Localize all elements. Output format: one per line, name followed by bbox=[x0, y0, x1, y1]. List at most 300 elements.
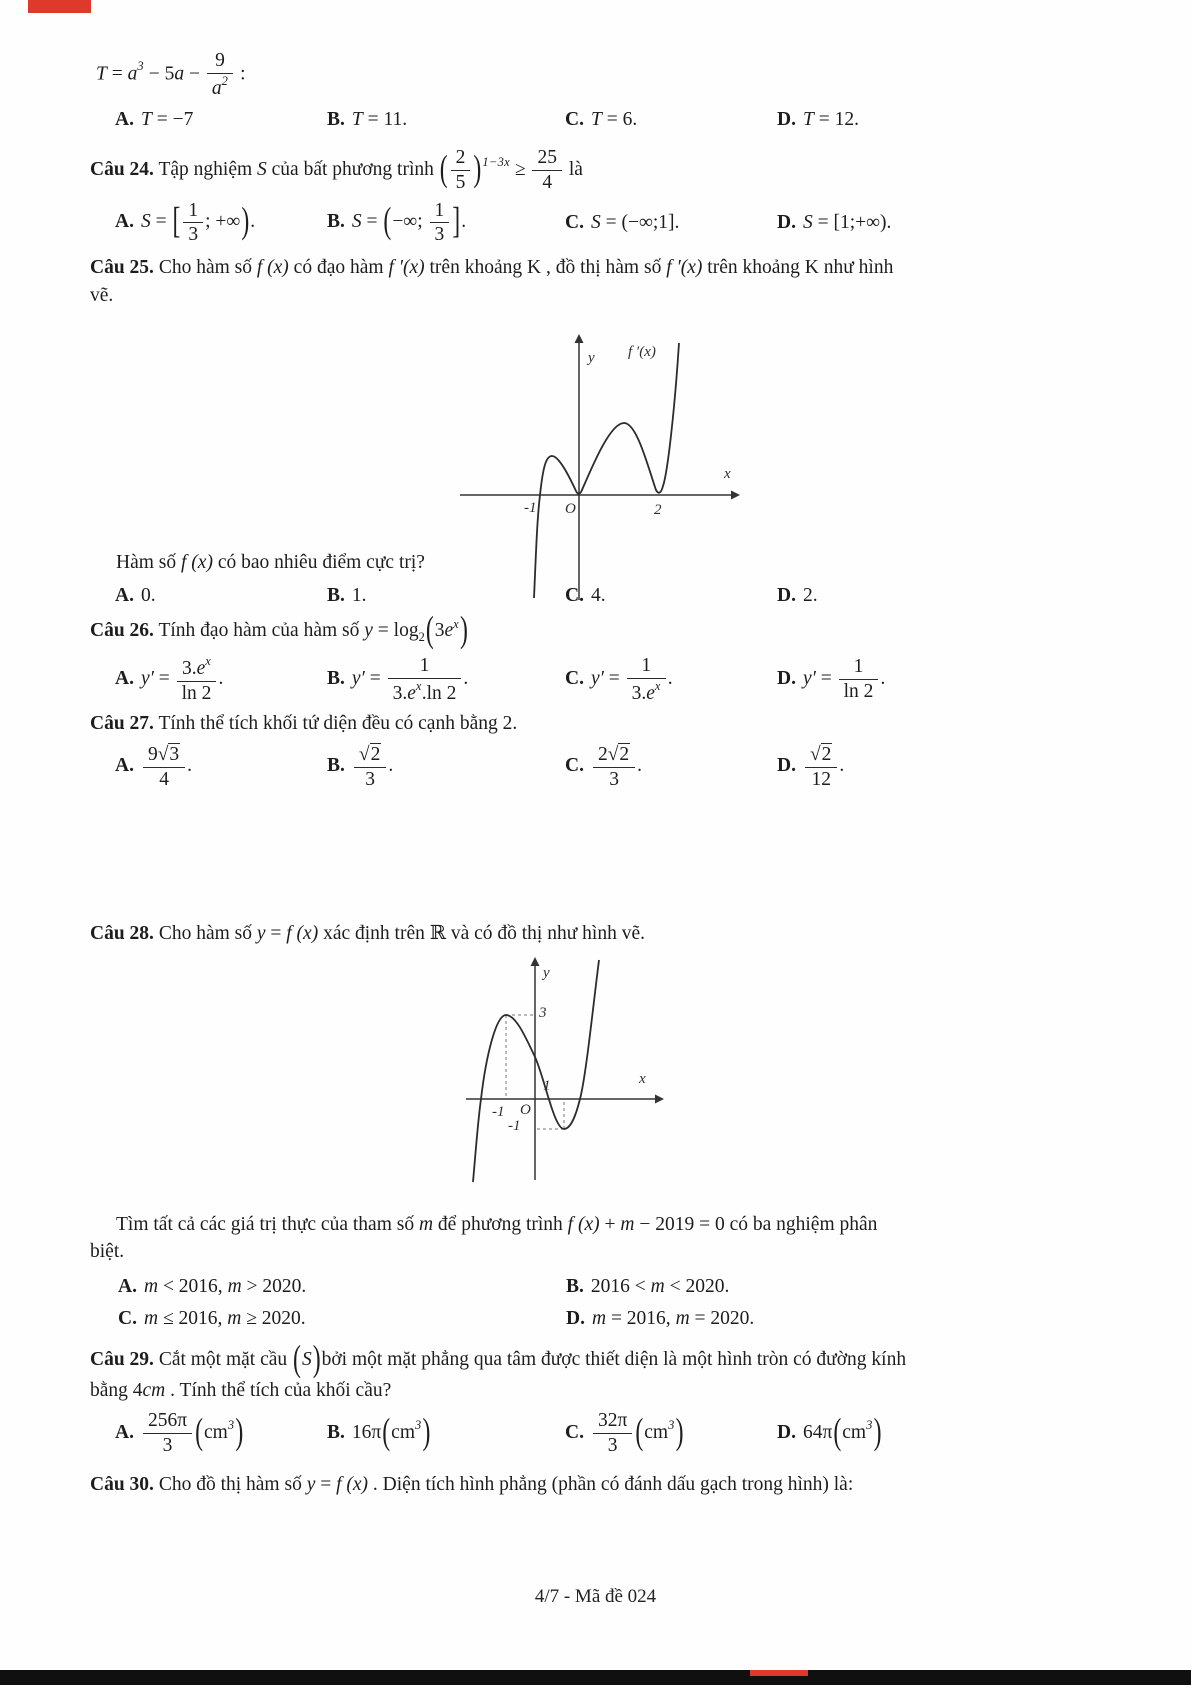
question-30-title bbox=[90, 1471, 1111, 1498]
text-run: = bbox=[364, 668, 386, 690]
fraction-denominator: ln 2 bbox=[181, 682, 212, 704]
math-run: S bbox=[802, 212, 813, 234]
text-run: . bbox=[637, 755, 643, 777]
option-value bbox=[141, 743, 193, 790]
math-run: e bbox=[196, 657, 206, 679]
fraction bbox=[625, 655, 668, 705]
fraction-numerator: 1 bbox=[839, 656, 879, 680]
text-run: .ln 2 bbox=[421, 682, 457, 704]
option-label: A. bbox=[115, 755, 134, 777]
text-run: Cho đồ thị hàm số bbox=[153, 1474, 307, 1496]
text-run: Cho hàm số bbox=[153, 923, 257, 945]
text-run: 2016 < bbox=[590, 1276, 651, 1298]
big-delimiter: ( bbox=[382, 1412, 391, 1453]
text-run: > 2020. bbox=[241, 1276, 307, 1298]
fraction bbox=[530, 147, 564, 194]
option-d bbox=[566, 1305, 1111, 1332]
option-label: C. bbox=[118, 1307, 137, 1329]
text-run: Tập nghiệm bbox=[153, 158, 258, 180]
option-label: B. bbox=[327, 585, 345, 607]
fraction-numerator bbox=[805, 744, 837, 768]
text-run: − 2019 = 0 có ba nghiệm phân bbox=[634, 1213, 878, 1235]
x-tick-neg1: -1 bbox=[524, 499, 537, 516]
big-delimiter: ) bbox=[675, 1412, 684, 1453]
text-run: = bbox=[153, 668, 175, 690]
math-run: m bbox=[227, 1307, 242, 1329]
fraction bbox=[181, 200, 205, 247]
superscript: 3 bbox=[866, 1418, 873, 1433]
option-value bbox=[141, 109, 193, 130]
fraction-denominator bbox=[627, 679, 666, 705]
option-value bbox=[144, 1308, 306, 1329]
fraction bbox=[449, 147, 473, 194]
text-run: ; +∞ bbox=[205, 211, 241, 233]
radicand: 3 bbox=[169, 743, 180, 765]
question-28-title bbox=[90, 920, 1111, 947]
option-value bbox=[351, 654, 469, 704]
option-value bbox=[141, 585, 156, 606]
text-run: . bbox=[187, 755, 193, 777]
page-footer: 4/7 - Mã đề 024 bbox=[534, 1586, 657, 1607]
text-run: cm bbox=[204, 1422, 228, 1444]
text-run: = bbox=[315, 1474, 337, 1496]
text-run: Hàm số bbox=[116, 551, 181, 573]
text-run: = bbox=[106, 63, 128, 85]
math-run: y′ bbox=[140, 668, 154, 690]
x-tick-2: 2 bbox=[654, 501, 662, 518]
text-run: cm bbox=[391, 1422, 415, 1444]
subscript: 2 bbox=[418, 629, 425, 644]
option-b bbox=[327, 1412, 565, 1453]
text-run: xác định trên ℝ và có đồ thị như hình vẽ. bbox=[318, 923, 645, 945]
math-run: f (x) bbox=[286, 923, 319, 945]
bold-run: Câu 25. bbox=[90, 257, 154, 279]
option-b bbox=[566, 1273, 1111, 1300]
radical bbox=[608, 743, 630, 765]
y-axis-arrow bbox=[531, 957, 540, 966]
option-b bbox=[327, 744, 565, 791]
math-run: T bbox=[802, 108, 814, 130]
option-label: B. bbox=[327, 755, 345, 777]
math-run: S bbox=[301, 1348, 312, 1370]
text-run: 0. bbox=[140, 585, 156, 607]
option-value bbox=[802, 656, 886, 703]
text-run: Cắt một mặt cầu bbox=[153, 1348, 293, 1370]
y-tick-neg1: -1 bbox=[508, 1117, 521, 1134]
fraction-denominator: 3 bbox=[188, 224, 199, 246]
big-delimiter: [ bbox=[172, 201, 181, 243]
radical-sign: √ bbox=[607, 743, 619, 765]
bold-run: Câu 27. bbox=[90, 713, 154, 735]
fraction-denominator: ln 2 bbox=[843, 681, 874, 703]
big-delimiter: ) bbox=[235, 1412, 244, 1453]
radicand: 2 bbox=[821, 743, 832, 765]
option-value bbox=[803, 743, 845, 790]
text-run: . bbox=[880, 668, 886, 690]
fraction bbox=[837, 656, 881, 703]
fraction-denominator: 4 bbox=[159, 768, 169, 790]
fraction-denominator: 3 bbox=[162, 1435, 173, 1457]
text-run: 3 bbox=[434, 620, 445, 642]
fraction-numerator: 2 bbox=[451, 147, 471, 171]
option-label: A. bbox=[115, 585, 134, 607]
option-label: C. bbox=[565, 585, 584, 607]
math-run: m bbox=[591, 1307, 607, 1329]
fraction-denominator: 3 bbox=[434, 224, 445, 246]
text-run: của bất phương trình bbox=[266, 158, 439, 180]
math-run: S bbox=[351, 211, 362, 233]
math-run: T bbox=[590, 108, 602, 130]
option-d bbox=[777, 209, 1111, 236]
math-run: y bbox=[364, 620, 373, 642]
option-d bbox=[777, 656, 1111, 703]
text-run: = [1;+∞). bbox=[812, 212, 892, 234]
text-run: < 2016, bbox=[158, 1276, 228, 1298]
bold-run: Câu 28. bbox=[90, 923, 154, 945]
math-run: T bbox=[351, 108, 363, 130]
option-label: A. bbox=[115, 108, 134, 130]
math-run: m bbox=[143, 1276, 159, 1298]
option-label: D. bbox=[777, 212, 796, 234]
bold-run: Câu 24. bbox=[90, 158, 154, 180]
option-b bbox=[327, 200, 565, 247]
option-value bbox=[352, 743, 394, 790]
math-run: cm bbox=[142, 1380, 166, 1402]
superscript: 3 bbox=[137, 59, 144, 74]
origin-label: O bbox=[565, 500, 576, 517]
option-label: C. bbox=[565, 108, 584, 130]
text-run: < 2020. bbox=[664, 1276, 730, 1298]
math-run: m bbox=[650, 1276, 665, 1298]
fraction-numerator: 32π bbox=[593, 1410, 632, 1434]
fraction bbox=[386, 655, 464, 705]
question-25-title-line1 bbox=[90, 254, 1111, 281]
math-run: T bbox=[140, 108, 152, 130]
text-run: 4. bbox=[590, 585, 606, 607]
option-value bbox=[352, 109, 407, 130]
fraction-numerator bbox=[593, 744, 635, 768]
text-run: 2 bbox=[597, 743, 608, 765]
math-run: y bbox=[256, 923, 266, 945]
option-label: B. bbox=[327, 108, 345, 130]
text-run: − bbox=[184, 63, 205, 85]
radical bbox=[359, 743, 381, 765]
question-27-options bbox=[90, 744, 1111, 791]
big-delimiter: ) bbox=[473, 149, 482, 190]
math-run: S bbox=[590, 212, 601, 234]
option-d bbox=[777, 744, 1111, 791]
option-label: C. bbox=[565, 212, 584, 234]
fraction-denominator: 3 bbox=[607, 1435, 618, 1457]
option-label: A. bbox=[115, 1422, 134, 1444]
curve-label-f-prime: f ′(x) bbox=[628, 343, 656, 360]
option-label: B. bbox=[566, 1276, 584, 1298]
text-run: là bbox=[563, 158, 583, 180]
math-run: m bbox=[620, 1213, 635, 1235]
superscript: x bbox=[205, 653, 212, 668]
math-run: S bbox=[140, 211, 151, 233]
x-axis-arrow bbox=[655, 1094, 664, 1103]
option-label: C. bbox=[565, 668, 584, 690]
big-delimiter: ( bbox=[293, 1339, 301, 1380]
big-delimiter: ) bbox=[312, 1339, 321, 1380]
fraction-denominator: 12 bbox=[811, 768, 831, 790]
text-run: Tính thể tích khối tứ diện đều có cạnh bằng 2. bbox=[153, 713, 518, 735]
math-run: m bbox=[418, 1213, 434, 1235]
superscript: x bbox=[654, 678, 661, 693]
fraction-numerator: 256π bbox=[143, 1410, 192, 1434]
text-run: cm bbox=[644, 1422, 669, 1444]
text-run: . bbox=[461, 211, 467, 233]
question-28-prompt-line1 bbox=[116, 1211, 1111, 1238]
big-delimiter: ( bbox=[195, 1412, 203, 1453]
option-value bbox=[591, 743, 643, 790]
question-28-prompt-line2 bbox=[90, 1238, 1111, 1265]
text-run: . Tính thể tích của khối cầu? bbox=[165, 1380, 392, 1402]
text-run: Tính đạo hàm của hàm số bbox=[153, 620, 365, 642]
fraction-numerator: 25 bbox=[532, 147, 562, 171]
fraction-numerator: 1 bbox=[183, 200, 203, 224]
bold-run: Câu 26. bbox=[90, 620, 154, 642]
big-delimiter: ) bbox=[422, 1412, 431, 1453]
text-run: . bbox=[839, 755, 845, 777]
option-a bbox=[118, 1273, 566, 1300]
option-label: A. bbox=[118, 1276, 137, 1298]
text-run: 3. bbox=[181, 657, 197, 679]
fraction bbox=[205, 50, 235, 100]
fraction-denominator: 3 bbox=[365, 768, 375, 790]
text-run: 9 bbox=[147, 743, 158, 765]
bold-run: Câu 29. bbox=[90, 1348, 154, 1370]
fraction-numerator: 1 bbox=[430, 200, 450, 224]
fraction bbox=[803, 744, 839, 791]
text-run: = 12. bbox=[813, 108, 859, 130]
option-c bbox=[565, 209, 777, 236]
superscript: x bbox=[453, 616, 459, 631]
option-value bbox=[802, 1412, 883, 1453]
text-run: : bbox=[235, 63, 246, 85]
text-run: = 11. bbox=[362, 108, 408, 130]
x-axis-arrow bbox=[731, 490, 740, 499]
option-c bbox=[565, 655, 777, 705]
radical-sign: √ bbox=[358, 743, 370, 765]
radical bbox=[158, 743, 180, 765]
math-run: y′ bbox=[802, 668, 816, 690]
text-run: ≥ bbox=[509, 158, 531, 180]
text-run: Tìm tất cả các giá trị thực của tham số bbox=[116, 1213, 419, 1235]
text-run: bởi một mặt phẳng qua tâm được thiết diện là một hình tròn có đường kính bbox=[321, 1348, 907, 1370]
option-d bbox=[777, 582, 1111, 609]
math-run: y′ bbox=[590, 668, 604, 690]
text-run: . bbox=[250, 211, 256, 233]
math-run: m bbox=[143, 1307, 159, 1329]
text-run: + bbox=[599, 1213, 621, 1235]
text-run: = log bbox=[372, 620, 419, 642]
fraction-numerator bbox=[143, 744, 185, 768]
text-run: trên khoảng K , đồ thị hàm số bbox=[424, 257, 667, 279]
option-label: D. bbox=[777, 668, 796, 690]
graph-f bbox=[458, 952, 683, 1187]
radicand: 2 bbox=[619, 743, 630, 765]
option-value bbox=[144, 1276, 306, 1297]
math-run: S bbox=[257, 158, 267, 180]
text-run: ≥ 2020. bbox=[241, 1307, 306, 1329]
option-label: B. bbox=[327, 668, 345, 690]
option-a bbox=[115, 200, 327, 247]
text-run: 16π bbox=[351, 1422, 382, 1444]
option-label: D. bbox=[777, 108, 796, 130]
question-23-expression bbox=[96, 50, 1111, 100]
option-b bbox=[327, 106, 565, 133]
math-run: f ′(x) bbox=[388, 257, 425, 279]
question-24-options bbox=[90, 200, 1111, 247]
text-run: trên khoảng K như hình bbox=[702, 257, 894, 279]
option-c bbox=[565, 744, 777, 791]
text-run: −∞; bbox=[392, 211, 428, 233]
option-a bbox=[115, 582, 327, 609]
option-b bbox=[327, 655, 565, 705]
text-run: = (−∞;1]. bbox=[600, 212, 680, 234]
question-26-options bbox=[90, 655, 1111, 705]
math-run: a bbox=[211, 77, 222, 99]
option-value bbox=[803, 212, 891, 233]
big-delimiter: ( bbox=[425, 610, 434, 652]
fraction-denominator: 4 bbox=[542, 171, 553, 193]
math-run: f (x) bbox=[567, 1213, 600, 1235]
math-run: a bbox=[127, 63, 138, 85]
question-29-title-line2 bbox=[90, 1377, 1111, 1404]
text-run: 64π bbox=[802, 1422, 833, 1444]
option-d bbox=[777, 1412, 1111, 1453]
big-delimiter: ( bbox=[635, 1412, 644, 1453]
question-25-title-line2 bbox=[90, 282, 1111, 309]
option-label: D. bbox=[777, 585, 796, 607]
y-axis-arrow bbox=[575, 334, 584, 343]
fraction-denominator: 5 bbox=[455, 171, 466, 193]
x-tick-neg1: -1 bbox=[492, 1103, 505, 1120]
option-a bbox=[115, 106, 327, 133]
bold-run: Câu 30. bbox=[90, 1474, 154, 1496]
text-run: 3. bbox=[631, 682, 647, 704]
math-run: T bbox=[96, 63, 107, 85]
option-a bbox=[115, 1410, 327, 1457]
option-label: B. bbox=[327, 211, 345, 233]
text-run: Cho hàm số bbox=[153, 257, 257, 279]
fraction bbox=[352, 744, 388, 791]
fraction bbox=[591, 744, 637, 791]
option-value bbox=[803, 585, 818, 606]
text-run: 2. bbox=[802, 585, 818, 607]
math-run: f (x) bbox=[336, 1474, 369, 1496]
fraction bbox=[141, 1410, 194, 1457]
fraction bbox=[175, 655, 219, 705]
option-d bbox=[777, 106, 1111, 133]
text-run: có bao nhiêu điểm cực trị? bbox=[212, 551, 425, 573]
math-run: e bbox=[444, 620, 454, 642]
fraction-denominator bbox=[207, 74, 233, 100]
f-curve bbox=[473, 960, 599, 1182]
text-run: để phương trình bbox=[433, 1213, 568, 1235]
fraction bbox=[428, 200, 452, 247]
math-run: x bbox=[504, 154, 510, 169]
x-axis-label: x bbox=[639, 1070, 646, 1087]
scan-bottom-red-mark bbox=[750, 1670, 808, 1676]
big-delimiter: ( bbox=[383, 201, 392, 243]
math-run: a bbox=[174, 63, 185, 85]
option-value bbox=[140, 199, 256, 246]
option-a bbox=[115, 744, 327, 791]
question-29-options bbox=[90, 1410, 1111, 1457]
option-value bbox=[351, 1412, 432, 1453]
math-run: e bbox=[646, 682, 655, 704]
fraction-denominator: 3 bbox=[609, 768, 619, 790]
option-value bbox=[351, 199, 467, 246]
x-axis-label: x bbox=[724, 465, 731, 482]
fraction bbox=[141, 744, 187, 791]
big-delimiter: ( bbox=[833, 1412, 842, 1453]
superscript: 3 bbox=[415, 1418, 422, 1433]
text-run: 3. bbox=[392, 682, 408, 704]
option-c bbox=[565, 1410, 777, 1457]
question-24-title bbox=[90, 147, 1111, 194]
fraction-denominator bbox=[388, 679, 462, 705]
option-value bbox=[591, 1276, 729, 1297]
option-value bbox=[592, 1308, 754, 1329]
math-run: f ′(x) bbox=[666, 257, 703, 279]
text-run: = bbox=[815, 668, 837, 690]
origin-label: O bbox=[520, 1101, 531, 1118]
text-run: vẽ. bbox=[90, 284, 114, 306]
math-run: y′ bbox=[351, 668, 365, 690]
text-run: có đạo hàm bbox=[288, 257, 389, 279]
math-run: e bbox=[407, 682, 416, 704]
big-delimiter: ) bbox=[241, 201, 250, 243]
fraction bbox=[591, 1410, 634, 1457]
option-label: A. bbox=[115, 211, 134, 233]
fraction-numerator bbox=[354, 744, 386, 768]
fraction-numerator: 1 bbox=[627, 655, 666, 679]
radical bbox=[810, 743, 832, 765]
superscript: x bbox=[415, 678, 422, 693]
question-23-options bbox=[90, 106, 1111, 133]
superscript: 3 bbox=[227, 1418, 235, 1433]
question-27-title bbox=[90, 710, 1111, 737]
superscript: 3 bbox=[668, 1418, 675, 1433]
text-run: biệt. bbox=[90, 1240, 125, 1262]
text-run: . bbox=[218, 668, 224, 690]
question-29-title-line1 bbox=[90, 1339, 1111, 1380]
option-label: B. bbox=[327, 1422, 345, 1444]
text-run: = bbox=[150, 211, 172, 233]
x-tick-1: 1 bbox=[543, 1077, 551, 1094]
text-run: = 6. bbox=[601, 108, 638, 130]
fraction-numerator bbox=[177, 655, 217, 682]
text-run: = bbox=[361, 211, 383, 233]
radical-sign: √ bbox=[809, 743, 821, 765]
math-run: f (x) bbox=[256, 257, 289, 279]
option-c bbox=[118, 1305, 566, 1332]
text-run: = 2016, bbox=[606, 1307, 676, 1329]
text-run: cm bbox=[842, 1422, 867, 1444]
option-label: A. bbox=[115, 668, 134, 690]
text-run: bằng 4 bbox=[90, 1380, 143, 1402]
big-delimiter: ( bbox=[439, 149, 448, 190]
text-run: 1−3 bbox=[482, 154, 505, 169]
text-run: . Diện tích hình phẳng (phần có đánh dấu gạch trong hình) là: bbox=[368, 1474, 854, 1496]
text-run: = bbox=[265, 923, 287, 945]
fraction-numerator: 9 bbox=[207, 50, 233, 74]
text-run: . bbox=[388, 755, 394, 777]
